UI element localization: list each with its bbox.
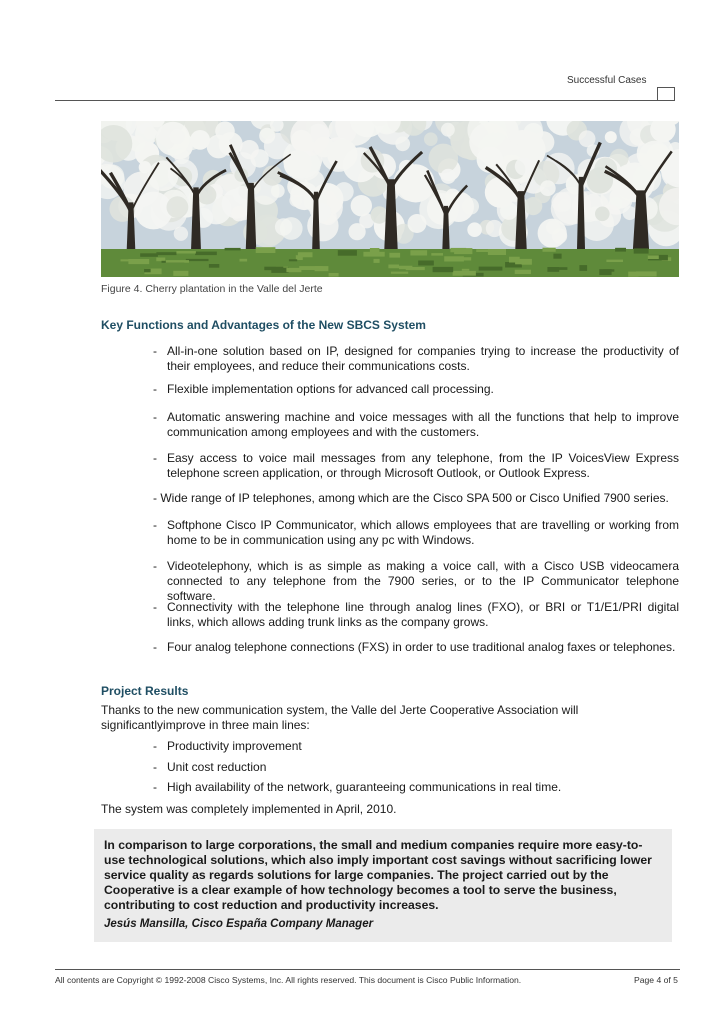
list-item: - Unit cost reduction: [153, 760, 679, 775]
blossom-cluster: [170, 129, 185, 144]
grass-tuft: [511, 264, 521, 267]
blossom-cluster: [280, 217, 303, 240]
list-item: - High availability of the network, guaranteeing communications in real time.: [153, 780, 679, 795]
grass-tuft: [209, 264, 219, 268]
grass-tuft: [388, 265, 399, 269]
grass-tuft: [186, 259, 209, 261]
grass-tuft: [156, 252, 176, 255]
grass-tuft: [176, 251, 196, 254]
blossom-cluster: [441, 169, 456, 184]
project-results-conclusion: The system was completely implemented in April, 2010.: [101, 802, 397, 816]
blossom-cluster: [605, 131, 617, 143]
project-results-list: [153, 739, 679, 754]
grass-tuft: [374, 259, 380, 263]
grass-tuft: [195, 252, 217, 256]
grass-tuft: [240, 259, 248, 262]
grass-tuft: [543, 248, 556, 252]
blossom-cluster: [408, 214, 427, 233]
key-functions-heading: Key Functions and Advantages of the New SBCS System: [101, 318, 426, 332]
blossom-cluster: [524, 197, 542, 215]
grass-tuft: [462, 269, 470, 271]
list-item: - Easy access to voice mail messages from any telephone, from the IP VoicesView Express telephone screen application, or through Microsoft Outlook, or Outlook Express.: [153, 451, 679, 481]
blossom-cluster: [351, 195, 372, 216]
grass-tuft: [363, 252, 384, 257]
blossom-cluster: [540, 180, 556, 196]
blossom-cluster: [558, 199, 571, 212]
project-results-heading: Project Results: [101, 684, 189, 698]
cherry-plantation-image: [101, 121, 679, 277]
blossom-cluster: [207, 135, 231, 159]
grass-tuft: [296, 255, 303, 260]
grass-tuft: [418, 261, 434, 266]
blossom-cluster: [174, 227, 188, 241]
grass-tuft: [515, 270, 531, 274]
grass-tuft: [140, 253, 158, 256]
grass-tuft: [553, 254, 561, 259]
blossom-cluster: [396, 179, 412, 195]
grass-tuft: [453, 271, 476, 276]
blossom-cluster: [289, 194, 302, 207]
header-rule: [55, 100, 675, 101]
grass-tuft: [636, 271, 657, 276]
list-item: - Wide range of IP telephones, among which are the Cisco SPA 500 or Cisco Unified 7900 series.: [153, 491, 669, 505]
blossom-cluster: [335, 182, 354, 201]
header-tab-marker: [657, 87, 675, 101]
grass-tuft: [433, 267, 454, 272]
grass-tuft: [329, 273, 339, 277]
grass-tuft: [399, 266, 412, 270]
grass-tuft: [479, 267, 503, 271]
grass-tuft: [121, 259, 135, 261]
grass-tuft: [559, 267, 568, 270]
key-functions-list: [153, 491, 679, 506]
blossom-cluster: [500, 202, 518, 220]
grass-tuft: [615, 248, 626, 252]
blossom-cluster: [546, 220, 560, 234]
grass-tuft: [509, 257, 520, 263]
grass-tuft: [156, 258, 165, 262]
grass-tuft: [459, 257, 471, 260]
grass-tuft: [166, 260, 189, 263]
page-number: Page 4 of 5: [634, 975, 678, 985]
quote-author: Jesús Mansilla, Cisco España Company Manager: [104, 918, 374, 930]
key-functions-list: [153, 344, 679, 374]
blossom-cluster: [467, 222, 482, 237]
blossom-cluster: [167, 196, 189, 218]
blossom-cluster: [190, 130, 210, 150]
grass-tuft: [431, 253, 443, 256]
section-label: Successful Cases: [567, 75, 647, 86]
grass-tuft: [391, 272, 408, 274]
grass-tuft: [315, 266, 329, 271]
grass-tuft: [286, 268, 301, 272]
grass-tuft: [144, 269, 151, 273]
project-results-list: [153, 780, 679, 795]
key-functions-list: [153, 410, 679, 440]
grass-tuft: [389, 253, 400, 258]
footer-rule: [55, 969, 680, 970]
list-item: - Softphone Cisco IP Communicator, which allows employees that are travelling or working from home to be in communication using any pc with Windows.: [153, 518, 679, 548]
blossom-cluster: [515, 157, 533, 175]
blossom-cluster: [371, 206, 388, 223]
blossom-cluster: [395, 136, 410, 151]
grass-tuft: [599, 269, 611, 275]
blossom-cluster: [486, 220, 503, 237]
key-functions-list: [153, 640, 679, 655]
blossom-cluster: [441, 123, 455, 137]
grass-tuft: [454, 248, 472, 254]
project-results-list: [153, 760, 679, 775]
grass-tuft: [225, 248, 241, 251]
grass-tuft: [634, 248, 649, 253]
grass-tuft: [338, 250, 357, 256]
blossom-cluster: [579, 130, 596, 147]
figure-caption: Figure 4. Cherry plantation in the Valle del Jerte: [101, 283, 323, 295]
list-item: - Videotelephony, which is as simple as making a voice call, with a Cisco USB videocamera connected to any telephone from the 7900 series, or to the IP Communicator telephone software.: [153, 559, 679, 604]
key-functions-list: [153, 382, 679, 397]
blossom-cluster: [424, 132, 438, 146]
list-item: - All-in-one solution based on IP, designed for companies trying to increase the productivity of their employees, and reduce their communications costs.: [153, 344, 679, 374]
list-item: - Flexible implementation options for advanced call processing.: [153, 382, 679, 397]
cherry-plantation-photo: [101, 121, 679, 277]
key-functions-list: [153, 600, 679, 630]
grass-tuft: [547, 267, 559, 272]
grass-tuft: [173, 271, 188, 276]
list-item: - Connectivity with the telephone line through analog lines (FXO), or BRI or T1/E1/PRI digital links, which allows adding trunk links as the company grows.: [153, 600, 679, 630]
grass-tuft: [606, 260, 623, 262]
key-functions-list: [153, 451, 679, 481]
list-item: - Four analog telephone connections (FXS) in order to use traditional analog faxes or telephones.: [153, 640, 679, 655]
blossom-cluster: [240, 140, 259, 159]
grass-tuft: [579, 265, 587, 271]
list-item: - Automatic answering machine and voice messages with all the functions that help to improve communication among employees and with the customers.: [153, 410, 679, 440]
grass-tuft: [289, 259, 297, 261]
grass-tuft: [410, 250, 427, 255]
quote-box: [94, 829, 672, 942]
key-functions-list: [153, 559, 679, 604]
project-results-intro: Thanks to the new communication system, the Valle del Jerte Cooperative Association will significantlyimprove in three main lines:: [101, 703, 579, 732]
list-item: - Productivity improvement: [153, 739, 679, 754]
grass-tuft: [648, 255, 659, 259]
grass-tuft: [256, 247, 276, 253]
grass-tuft: [488, 249, 506, 255]
blossom-cluster: [231, 206, 247, 222]
footer-copyright: All contents are Copyright © 1992-2008 Cisco Systems, Inc. All rights reserved. This document is Cisco Public Information.: [55, 975, 522, 985]
quote-text: In comparison to large corporations, the small and medium companies require more easy-to-use technological solutions, which also imply important cost savings without sacrificing lower service quality as regards solutions for large companies. The project carried out by the Cooperative is a clear example of how technology becomes a tool to serve the business, contributing to cost reduction and productivity increases.: [104, 838, 652, 912]
grass-tuft: [264, 267, 283, 271]
blossom-cluster: [595, 207, 610, 222]
blossom-cluster: [135, 192, 173, 230]
key-functions-list: [153, 518, 679, 548]
